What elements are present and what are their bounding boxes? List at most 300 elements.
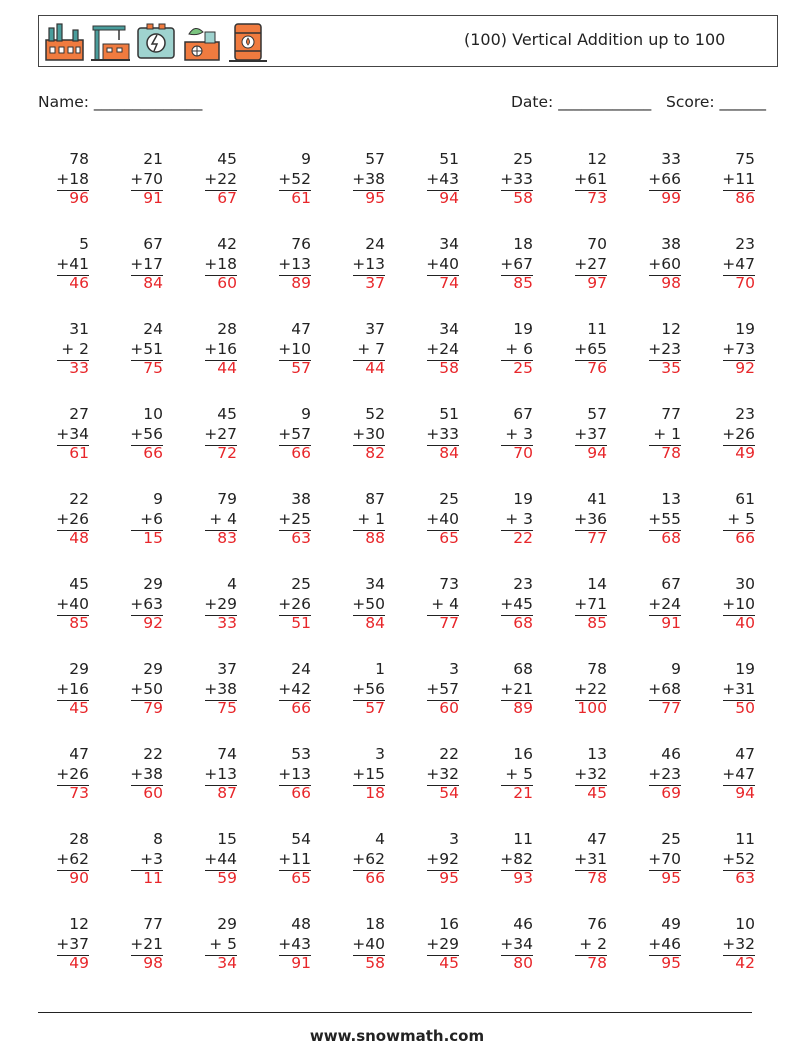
top-addend: 4 [375, 830, 385, 848]
bottom-addend: +11 [722, 169, 755, 188]
bottom-addend: +62 [56, 849, 89, 868]
bottom-addend: +32 [574, 764, 607, 783]
sum-line [57, 275, 89, 276]
bottom-addend: +13 [278, 764, 311, 783]
sum-line [279, 190, 311, 191]
addition-problem [37, 235, 89, 294]
bottom-addend: +38 [352, 169, 385, 188]
bottom-addend: + 3 [505, 424, 533, 443]
sum-line [501, 955, 533, 956]
answer: 65 [291, 869, 311, 887]
sum-line [723, 615, 755, 616]
addition-problem [407, 830, 459, 889]
sum-line [131, 275, 163, 276]
top-addend: 76 [587, 915, 607, 933]
top-addend: 52 [365, 405, 385, 423]
answer: 95 [661, 869, 681, 887]
addition-problem [703, 830, 755, 889]
bottom-addend: +41 [56, 254, 89, 273]
addition-problem [259, 915, 311, 974]
sum-line [575, 870, 607, 871]
sum-line [353, 275, 385, 276]
top-addend: 1 [375, 660, 385, 678]
bottom-addend: + 2 [579, 934, 607, 953]
addition-problem [703, 660, 755, 719]
addition-problem [37, 830, 89, 889]
sum-line [723, 275, 755, 276]
sum-line [279, 955, 311, 956]
addition-problem [333, 830, 385, 889]
addition-problem [629, 745, 681, 804]
bottom-addend: +40 [426, 254, 459, 273]
bottom-addend: +26 [278, 594, 311, 613]
bottom-addend: +82 [500, 849, 533, 868]
bottom-addend: + 5 [209, 934, 237, 953]
sum-line [427, 360, 459, 361]
answer: 65 [439, 529, 459, 547]
sum-line [649, 870, 681, 871]
addition-problem [37, 150, 89, 209]
bottom-addend: +29 [204, 594, 237, 613]
answer: 93 [513, 869, 533, 887]
bottom-addend: +32 [722, 934, 755, 953]
addition-problem [185, 660, 237, 719]
addition-problem [629, 830, 681, 889]
sum-line [353, 615, 385, 616]
bottom-addend: +51 [130, 339, 163, 358]
answer: 18 [365, 784, 385, 802]
bottom-addend: +18 [204, 254, 237, 273]
sum-line [649, 190, 681, 191]
bottom-addend: +32 [426, 764, 459, 783]
bottom-addend: + 5 [727, 509, 755, 528]
answer: 54 [439, 784, 459, 802]
addition-problem [333, 660, 385, 719]
top-addend: 57 [587, 405, 607, 423]
top-addend: 42 [217, 235, 237, 253]
sum-line [501, 445, 533, 446]
bottom-addend: +34 [56, 424, 89, 443]
addition-problem [111, 575, 163, 634]
top-addend: 19 [735, 660, 755, 678]
top-addend: 12 [661, 320, 681, 338]
bottom-addend: +66 [648, 169, 681, 188]
addition-problem [111, 490, 163, 549]
bottom-addend: +31 [722, 679, 755, 698]
top-addend: 3 [375, 745, 385, 763]
answer: 59 [217, 869, 237, 887]
bottom-addend: +67 [500, 254, 533, 273]
top-addend: 67 [143, 235, 163, 253]
bottom-addend: +43 [426, 169, 459, 188]
top-addend: 3 [449, 830, 459, 848]
bottom-addend: +65 [574, 339, 607, 358]
sum-line [723, 445, 755, 446]
sum-line [205, 615, 237, 616]
sum-line [205, 275, 237, 276]
sum-line [57, 190, 89, 191]
bottom-addend: + 5 [505, 764, 533, 783]
addition-problem [555, 405, 607, 464]
sum-line [575, 955, 607, 956]
sum-line [131, 785, 163, 786]
top-addend: 34 [439, 235, 459, 253]
header-box [38, 15, 778, 67]
answer: 60 [439, 699, 459, 717]
addition-problem [333, 490, 385, 549]
answer: 100 [577, 699, 607, 717]
score-field: Score: ______ [666, 93, 767, 111]
top-addend: 33 [661, 150, 681, 168]
top-addend: 18 [365, 915, 385, 933]
top-addend: 9 [153, 490, 163, 508]
sum-line [279, 360, 311, 361]
sum-line [131, 615, 163, 616]
top-addend: 47 [587, 830, 607, 848]
sum-line [131, 360, 163, 361]
addition-problem [555, 575, 607, 634]
answer: 88 [365, 529, 385, 547]
bottom-addend: +16 [56, 679, 89, 698]
addition-problem [407, 745, 459, 804]
answer: 57 [365, 699, 385, 717]
addition-problem [37, 320, 89, 379]
bottom-addend: +40 [426, 509, 459, 528]
sum-line [649, 955, 681, 956]
bottom-addend: +10 [278, 339, 311, 358]
top-addend: 14 [587, 575, 607, 593]
sum-line [501, 785, 533, 786]
addition-problem [333, 575, 385, 634]
top-addend: 21 [143, 150, 163, 168]
addition-problem [333, 915, 385, 974]
addition-problem [185, 575, 237, 634]
top-addend: 61 [735, 490, 755, 508]
addition-problem [333, 405, 385, 464]
sum-line [57, 360, 89, 361]
answer: 22 [513, 529, 533, 547]
sum-line [575, 445, 607, 446]
sum-line [279, 700, 311, 701]
answer: 73 [587, 189, 607, 207]
top-addend: 45 [217, 405, 237, 423]
answer: 66 [735, 529, 755, 547]
answer: 42 [735, 954, 755, 972]
answer: 45 [439, 954, 459, 972]
sum-line [353, 785, 385, 786]
addition-problem [703, 320, 755, 379]
answer: 68 [513, 614, 533, 632]
addition-problem [481, 745, 533, 804]
top-addend: 46 [513, 915, 533, 933]
top-addend: 30 [735, 575, 755, 593]
answer: 46 [69, 274, 89, 292]
answer: 94 [587, 444, 607, 462]
sum-line [57, 445, 89, 446]
addition-problem [185, 915, 237, 974]
answer: 87 [217, 784, 237, 802]
top-addend: 27 [69, 405, 89, 423]
top-addend: 47 [69, 745, 89, 763]
addition-problem [259, 405, 311, 464]
answer: 95 [365, 189, 385, 207]
answer: 61 [69, 444, 89, 462]
answer: 50 [735, 699, 755, 717]
addition-problem [629, 575, 681, 634]
addition-problem [37, 915, 89, 974]
sum-line [501, 870, 533, 871]
top-addend: 47 [735, 745, 755, 763]
answer: 89 [513, 699, 533, 717]
answer: 79 [143, 699, 163, 717]
sum-line [575, 785, 607, 786]
sum-line [723, 190, 755, 191]
addition-problem [185, 405, 237, 464]
answer: 80 [513, 954, 533, 972]
bottom-addend: +43 [278, 934, 311, 953]
bottom-addend: +27 [574, 254, 607, 273]
sum-line [57, 785, 89, 786]
answer: 67 [217, 189, 237, 207]
sum-line [575, 360, 607, 361]
answer: 77 [661, 699, 681, 717]
top-addend: 22 [143, 745, 163, 763]
sum-line [205, 190, 237, 191]
addition-problem [703, 235, 755, 294]
top-addend: 11 [587, 320, 607, 338]
top-addend: 11 [735, 830, 755, 848]
top-addend: 23 [735, 405, 755, 423]
bottom-addend: +73 [722, 339, 755, 358]
sum-line [353, 955, 385, 956]
bottom-addend: +13 [278, 254, 311, 273]
sum-line [57, 870, 89, 871]
sum-line [575, 190, 607, 191]
addition-problem [111, 915, 163, 974]
addition-problem [333, 150, 385, 209]
bottom-addend: +37 [56, 934, 89, 953]
sum-line [501, 615, 533, 616]
bottom-addend: +26 [56, 764, 89, 783]
sum-line [427, 530, 459, 531]
answer: 51 [291, 614, 311, 632]
sum-line [353, 700, 385, 701]
addition-problem [407, 575, 459, 634]
answer: 77 [439, 614, 459, 632]
answer: 92 [735, 359, 755, 377]
addition-problem [37, 575, 89, 634]
addition-problem [629, 660, 681, 719]
answer: 84 [439, 444, 459, 462]
top-addend: 25 [513, 150, 533, 168]
bottom-addend: +33 [500, 169, 533, 188]
answer: 68 [661, 529, 681, 547]
answer: 98 [143, 954, 163, 972]
top-addend: 23 [735, 235, 755, 253]
top-addend: 16 [439, 915, 459, 933]
top-addend: 16 [513, 745, 533, 763]
sum-line [723, 785, 755, 786]
sum-line [427, 870, 459, 871]
bottom-addend: +56 [130, 424, 163, 443]
addition-problem [185, 320, 237, 379]
addition-problem [259, 490, 311, 549]
addition-problem [629, 915, 681, 974]
bottom-addend: +40 [56, 594, 89, 613]
answer: 66 [291, 699, 311, 717]
answer: 72 [217, 444, 237, 462]
sum-line [353, 870, 385, 871]
bottom-addend: +33 [426, 424, 459, 443]
answer: 70 [513, 444, 533, 462]
answer: 91 [143, 189, 163, 207]
addition-problem [703, 150, 755, 209]
sum-line [131, 955, 163, 956]
crane-icon [89, 20, 131, 64]
sum-line [575, 275, 607, 276]
bottom-addend: +31 [574, 849, 607, 868]
answer: 98 [661, 274, 681, 292]
addition-problem [703, 915, 755, 974]
bottom-addend: +42 [278, 679, 311, 698]
addition-problem [259, 745, 311, 804]
top-addend: 24 [143, 320, 163, 338]
bottom-addend: +45 [500, 594, 533, 613]
addition-problem [481, 405, 533, 464]
sum-line [723, 700, 755, 701]
top-addend: 10 [143, 405, 163, 423]
top-addend: 5 [79, 235, 89, 253]
addition-problem [185, 830, 237, 889]
bottom-addend: + 6 [505, 339, 533, 358]
addition-problem [111, 150, 163, 209]
addition-problem [37, 405, 89, 464]
sum-line [57, 955, 89, 956]
top-addend: 24 [291, 660, 311, 678]
answer: 86 [735, 189, 755, 207]
top-addend: 19 [513, 320, 533, 338]
top-addend: 29 [69, 660, 89, 678]
addition-problem [111, 405, 163, 464]
addition-problem [333, 745, 385, 804]
sum-line [279, 445, 311, 446]
top-addend: 76 [291, 235, 311, 253]
bottom-addend: +62 [352, 849, 385, 868]
bottom-addend: +70 [648, 849, 681, 868]
addition-problem [259, 235, 311, 294]
sum-line [279, 615, 311, 616]
bottom-addend: +47 [722, 764, 755, 783]
answer: 69 [661, 784, 681, 802]
answer: 37 [365, 274, 385, 292]
top-addend: 11 [513, 830, 533, 848]
top-addend: 8 [153, 830, 163, 848]
top-addend: 57 [365, 150, 385, 168]
top-addend: 79 [217, 490, 237, 508]
top-addend: 29 [217, 915, 237, 933]
answer: 58 [365, 954, 385, 972]
top-addend: 38 [291, 490, 311, 508]
answer: 35 [661, 359, 681, 377]
addition-problem [481, 150, 533, 209]
sum-line [131, 190, 163, 191]
answer: 34 [217, 954, 237, 972]
sum-line [501, 275, 533, 276]
answer: 95 [439, 869, 459, 887]
top-addend: 23 [513, 575, 533, 593]
answer: 66 [143, 444, 163, 462]
addition-problem [407, 320, 459, 379]
bottom-addend: +30 [352, 424, 385, 443]
addition-problem [481, 235, 533, 294]
bottom-addend: +27 [204, 424, 237, 443]
bottom-addend: +46 [648, 934, 681, 953]
sum-line [723, 955, 755, 956]
sum-line [649, 530, 681, 531]
answer: 73 [69, 784, 89, 802]
addition-problem [407, 405, 459, 464]
bottom-addend: +13 [352, 254, 385, 273]
bottom-addend: +47 [722, 254, 755, 273]
answer: 91 [291, 954, 311, 972]
top-addend: 87 [365, 490, 385, 508]
answer: 78 [587, 869, 607, 887]
top-addend: 9 [671, 660, 681, 678]
answer: 96 [69, 189, 89, 207]
sum-line [649, 445, 681, 446]
sum-line [501, 530, 533, 531]
date-field: Date: ____________ [511, 93, 652, 111]
bottom-addend: +68 [648, 679, 681, 698]
bottom-addend: +24 [426, 339, 459, 358]
addition-problem [703, 745, 755, 804]
answer: 84 [143, 274, 163, 292]
sum-line [279, 530, 311, 531]
sum-line [205, 700, 237, 701]
answer: 94 [439, 189, 459, 207]
addition-problem [629, 320, 681, 379]
answer: 66 [365, 869, 385, 887]
answer: 61 [291, 189, 311, 207]
sum-line [205, 870, 237, 871]
answer: 85 [69, 614, 89, 632]
bottom-addend: + 1 [653, 424, 681, 443]
answer: 89 [291, 274, 311, 292]
factory-icon [43, 20, 85, 64]
addition-problem [259, 575, 311, 634]
addition-problem [555, 660, 607, 719]
answer: 66 [291, 444, 311, 462]
bottom-addend: +44 [204, 849, 237, 868]
addition-problem [481, 575, 533, 634]
addition-problem [555, 150, 607, 209]
answer: 57 [291, 359, 311, 377]
addition-problem [481, 915, 533, 974]
bottom-addend: +11 [278, 849, 311, 868]
top-addend: 12 [587, 150, 607, 168]
bottom-addend: +38 [130, 764, 163, 783]
addition-problem [481, 490, 533, 549]
addition-problem [37, 490, 89, 549]
addition-problem [185, 490, 237, 549]
sum-line [131, 445, 163, 446]
addition-problem [407, 915, 459, 974]
addition-problem [111, 830, 163, 889]
bottom-addend: +60 [648, 254, 681, 273]
power-meter-icon [135, 20, 177, 64]
addition-problem [185, 150, 237, 209]
footer-divider [38, 1012, 752, 1013]
